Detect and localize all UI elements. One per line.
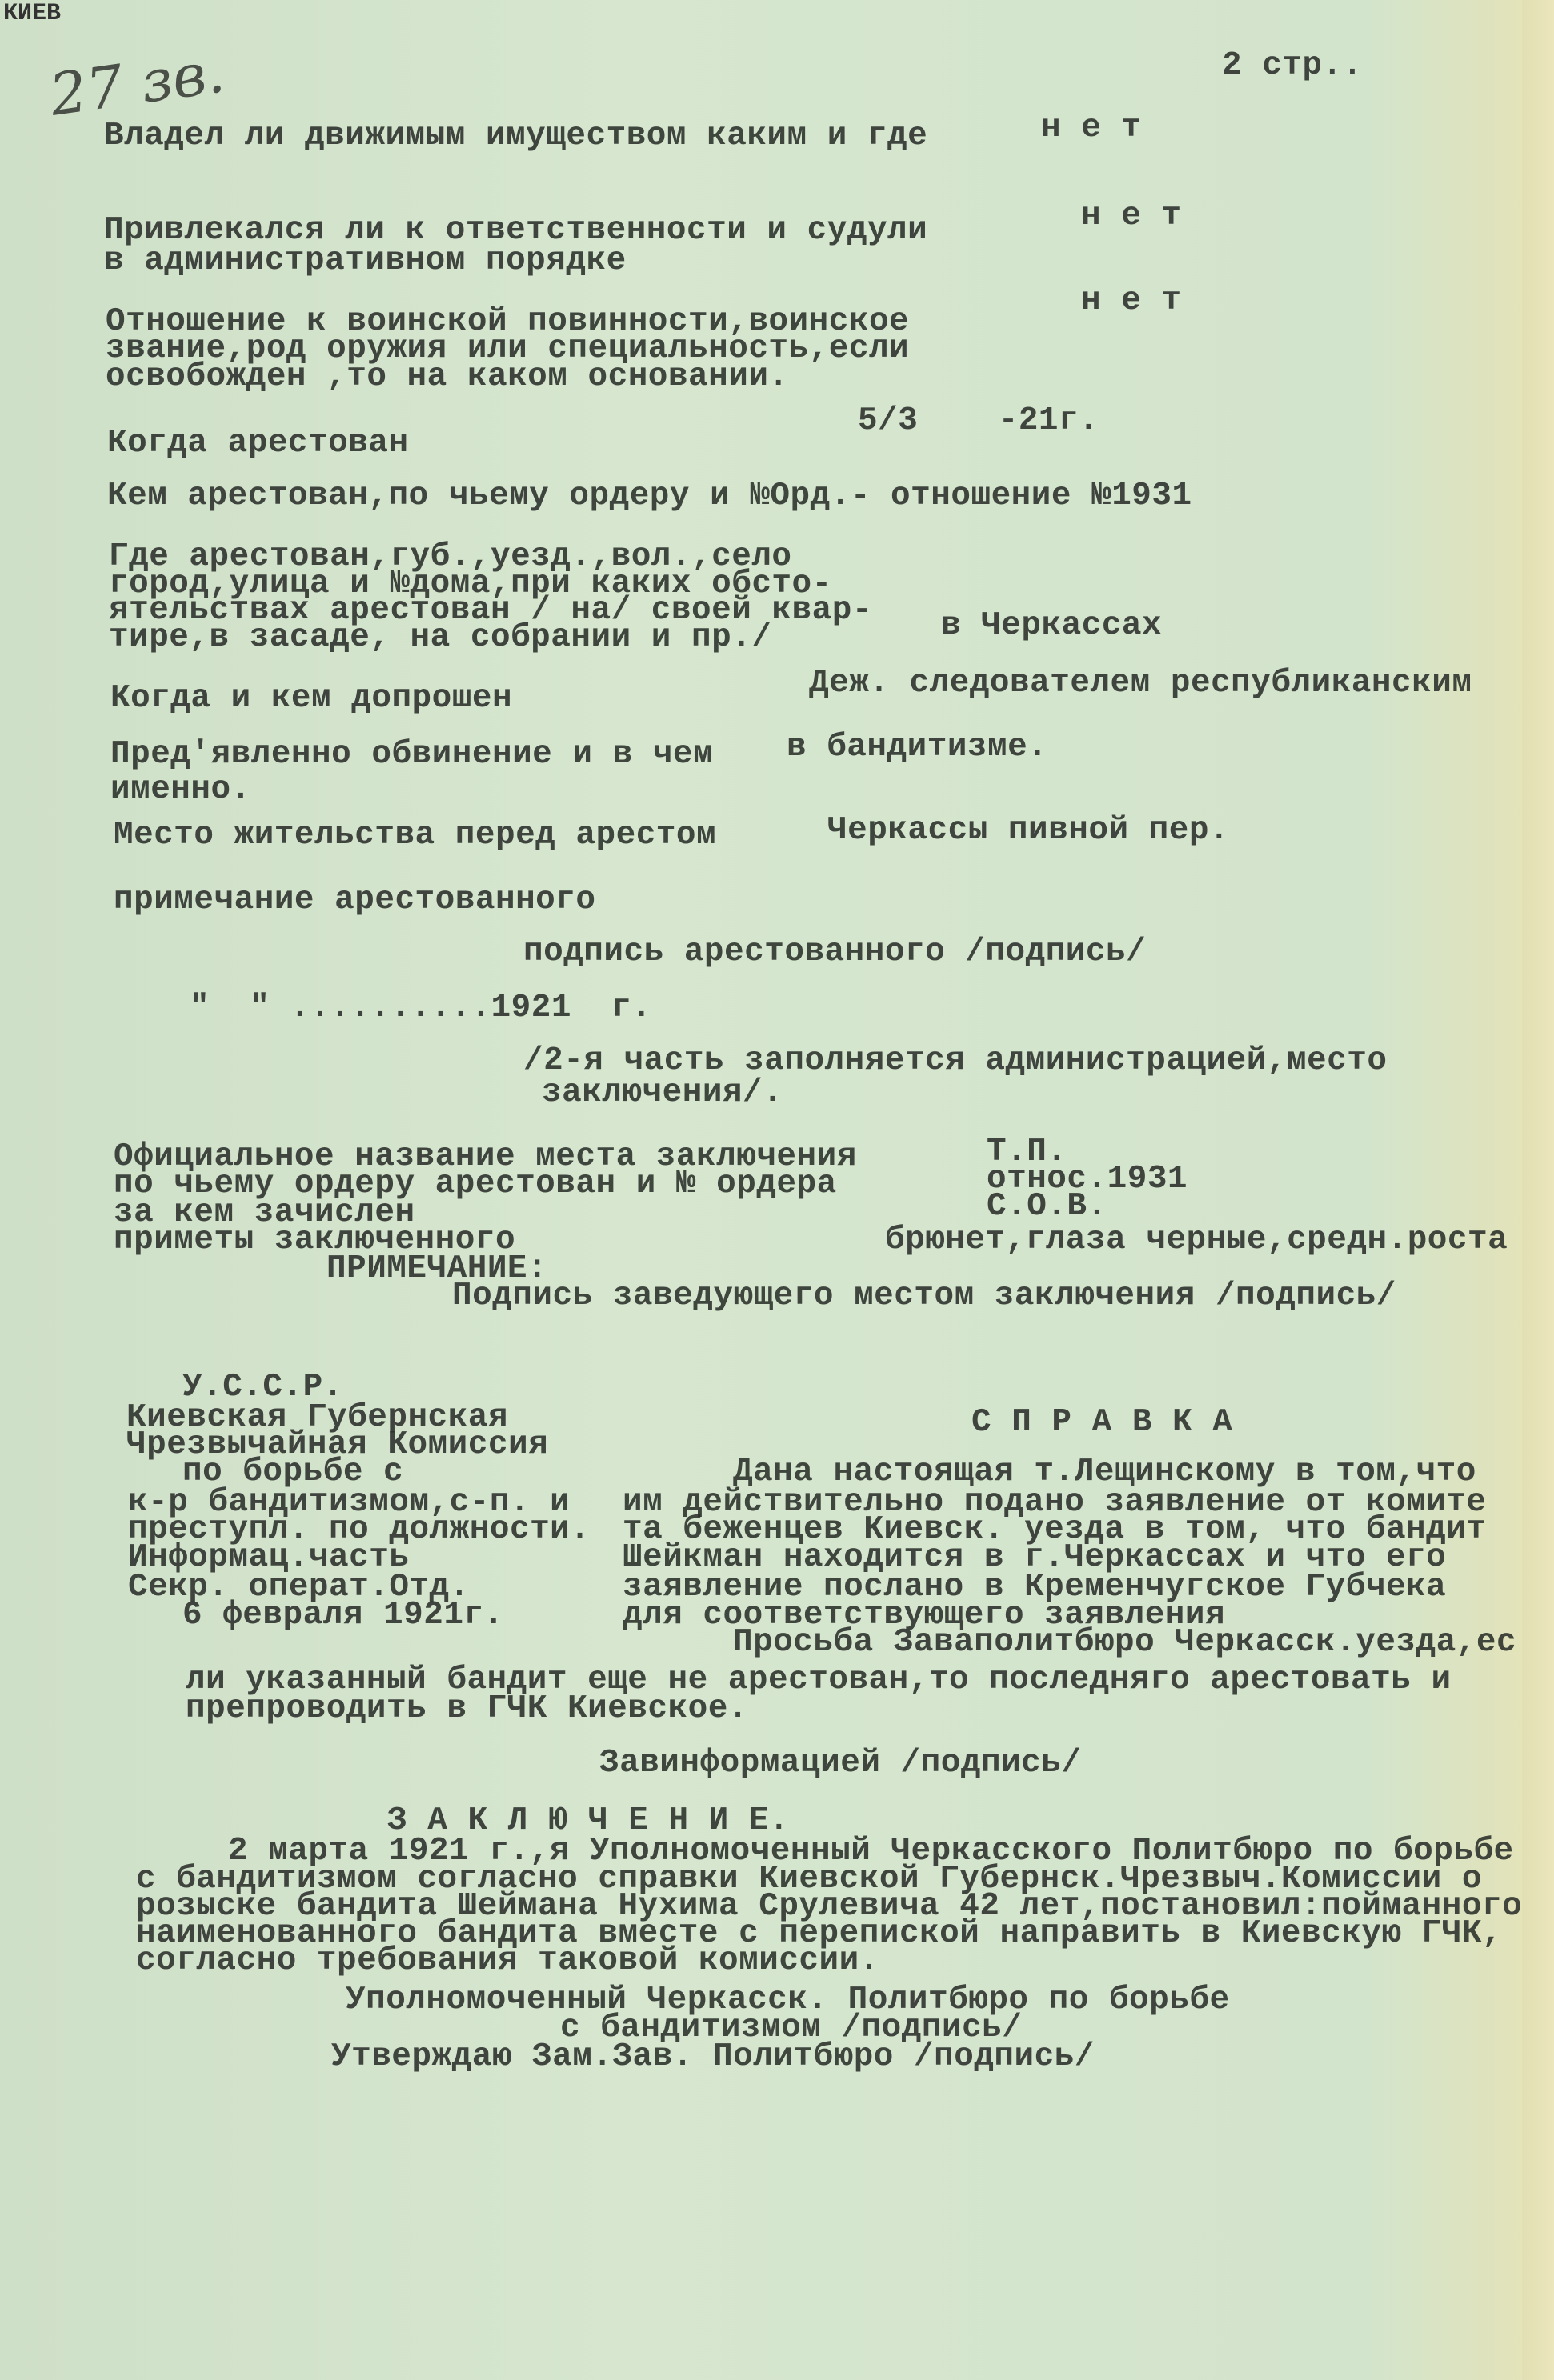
- question-text: Когда и кем допрошен: [110, 680, 513, 717]
- question-text: освобожден ,то на каком основании.: [106, 358, 789, 395]
- question-text: ятельствах арестован / на/ своей квар-: [109, 592, 872, 629]
- question-text: Отношение к воинской повинности,воинское: [106, 303, 910, 340]
- part2-note: заключения/.: [542, 1074, 783, 1111]
- question-text: Владел ли движимым имуществом каким и где: [104, 118, 928, 154]
- question-text: Когда арестован: [107, 425, 409, 462]
- question-text: Пред'явленно обвинение и в чем: [110, 736, 714, 773]
- question-text: именно.: [110, 771, 251, 808]
- letterhead-line: У.С.С.Р.: [182, 1369, 343, 1406]
- letterhead-line: Секр. операт.Отд.: [128, 1569, 470, 1606]
- answer-text: Деж. следователем республиканским: [809, 665, 1472, 702]
- answer-text: 5/3 -21г.: [858, 402, 1099, 439]
- spravka-line: та беженцев Киевск. уезда в том, что бандит: [623, 1511, 1487, 1548]
- corner-fragment: КИЕВ: [3, 0, 62, 27]
- letterhead-line: Киевская Губернская: [126, 1399, 508, 1436]
- admin-label: за кем зачислен: [114, 1194, 415, 1231]
- answer-text: н е т: [1081, 198, 1182, 234]
- spravka-line: Дана настоящая т.Лещинскому в том,что: [733, 1454, 1476, 1490]
- prisoner-signature: подпись арестованного /подпись/: [523, 934, 1147, 970]
- conclusion-line: с бандитизмом согласно справки Киевской Губернск.Чрезвыч.Комиссии о: [136, 1861, 1482, 1898]
- question-text: примечание арестованного: [114, 882, 596, 918]
- answer-text: н е т: [1041, 110, 1142, 146]
- question-text: Где арестован,губ.,уезд.,вол.,село: [109, 538, 792, 575]
- approval-signature: Утверждаю Зам.Зав. Политбюро /подпись/: [331, 2038, 1095, 2075]
- admin-value: С.О.В.: [987, 1188, 1107, 1225]
- spravka-signature: Завинформацией /подпись/: [599, 1745, 1082, 1782]
- admin-value: относ.1931: [987, 1161, 1188, 1198]
- part2-note: /2-я часть заполняется администрацией,место: [523, 1042, 1388, 1079]
- spravka-request: препроводить в ГЧК Киевское.: [186, 1690, 748, 1727]
- admin-label: по чьему ордеру арестован и № ордера: [114, 1166, 837, 1202]
- question-text: Место жительства перед арестом: [114, 817, 717, 854]
- answer-text: н е т: [1081, 282, 1182, 319]
- question-text: звание,род оружия или специальность,если: [106, 330, 910, 367]
- spravka-request: Просьба Заваполитбюро Черкасск.уезда,ес: [733, 1624, 1517, 1661]
- paper-edge: [1522, 0, 1554, 2380]
- letterhead-line: к-р бандитизмом,с-п. и: [128, 1484, 571, 1521]
- spravka-line: заявление послано в Кременчугское Губчека: [623, 1569, 1447, 1606]
- letterhead-line: преступл. по должности.: [128, 1511, 591, 1548]
- date-line: " " ..........1921 г.: [190, 990, 652, 1026]
- conclusion-signature: Уполномоченный Черкасск. Политбюро по борьбе: [346, 1982, 1230, 2018]
- conclusion-signature: с бандитизмом /подпись/: [560, 2010, 1023, 2046]
- conclusion-line: розыске бандита Шеймана Нухима Срулевича 42 лет,постановил:пойманного: [136, 1888, 1523, 1925]
- letterhead-line: Чрезвычайная Комиссия: [126, 1426, 549, 1463]
- answer-text: Черкассы пивной пер.: [827, 812, 1230, 849]
- spravka-line: Шейкман находится в г.Черкассах и что его: [623, 1539, 1447, 1576]
- spravka-title: С П Р А В К А: [971, 1404, 1233, 1441]
- handwritten-mark: 27 зв.: [46, 38, 229, 129]
- admin-value: брюнет,глаза черные,средн.роста: [885, 1222, 1508, 1258]
- page-number: 2 стр..: [1222, 47, 1363, 84]
- conclusion-line: согласно требования таковой комиссии.: [136, 1942, 879, 1979]
- question-text: Привлекался ли к ответственности и судули: [104, 212, 928, 249]
- admin-label: Официальное название места заключения: [114, 1138, 857, 1175]
- answer-text: в Черкассах: [941, 607, 1163, 644]
- letterhead-line: по борьбе с: [182, 1454, 404, 1490]
- conclusion-line: 2 марта 1921 г.,я Уполномоченный Черкасского Политбюро по борьбе: [228, 1833, 1514, 1870]
- answer-text: в бандитизме.: [787, 729, 1048, 766]
- question-text: Кем арестован,по чьему ордеру и №Орд.- отношение №1931: [107, 478, 1192, 514]
- letterhead-date: 6 февраля 1921г.: [182, 1597, 504, 1634]
- letterhead-line: Информац.часть: [128, 1539, 410, 1576]
- spravka-line: им действительно подано заявление от комите: [623, 1484, 1487, 1521]
- spravka-line: для соответствующего заявления: [623, 1597, 1226, 1634]
- conclusion-line: наименованного бандита вместе с перепиской направить в Киевскую ГЧК,: [136, 1915, 1503, 1952]
- admin-label: приметы заключенного: [114, 1222, 516, 1258]
- question-text: в административном порядке: [104, 242, 627, 279]
- conclusion-title: З А К Л Ю Ч Е Н И Е.: [387, 1802, 790, 1839]
- note-label: ПРИМЕЧАНИЕ:: [326, 1250, 548, 1287]
- question-text: город,улица и №дома,при каких обсто-: [109, 566, 832, 602]
- head-signature: Подпись заведующего местом заключения /подпись/: [452, 1278, 1396, 1314]
- admin-value: Т.П.: [987, 1134, 1067, 1170]
- spravka-request: ли указанный бандит еще не арестован,то последняго арестовать и: [186, 1662, 1452, 1698]
- question-text: тире,в засаде, на собрании и пр./: [109, 619, 772, 656]
